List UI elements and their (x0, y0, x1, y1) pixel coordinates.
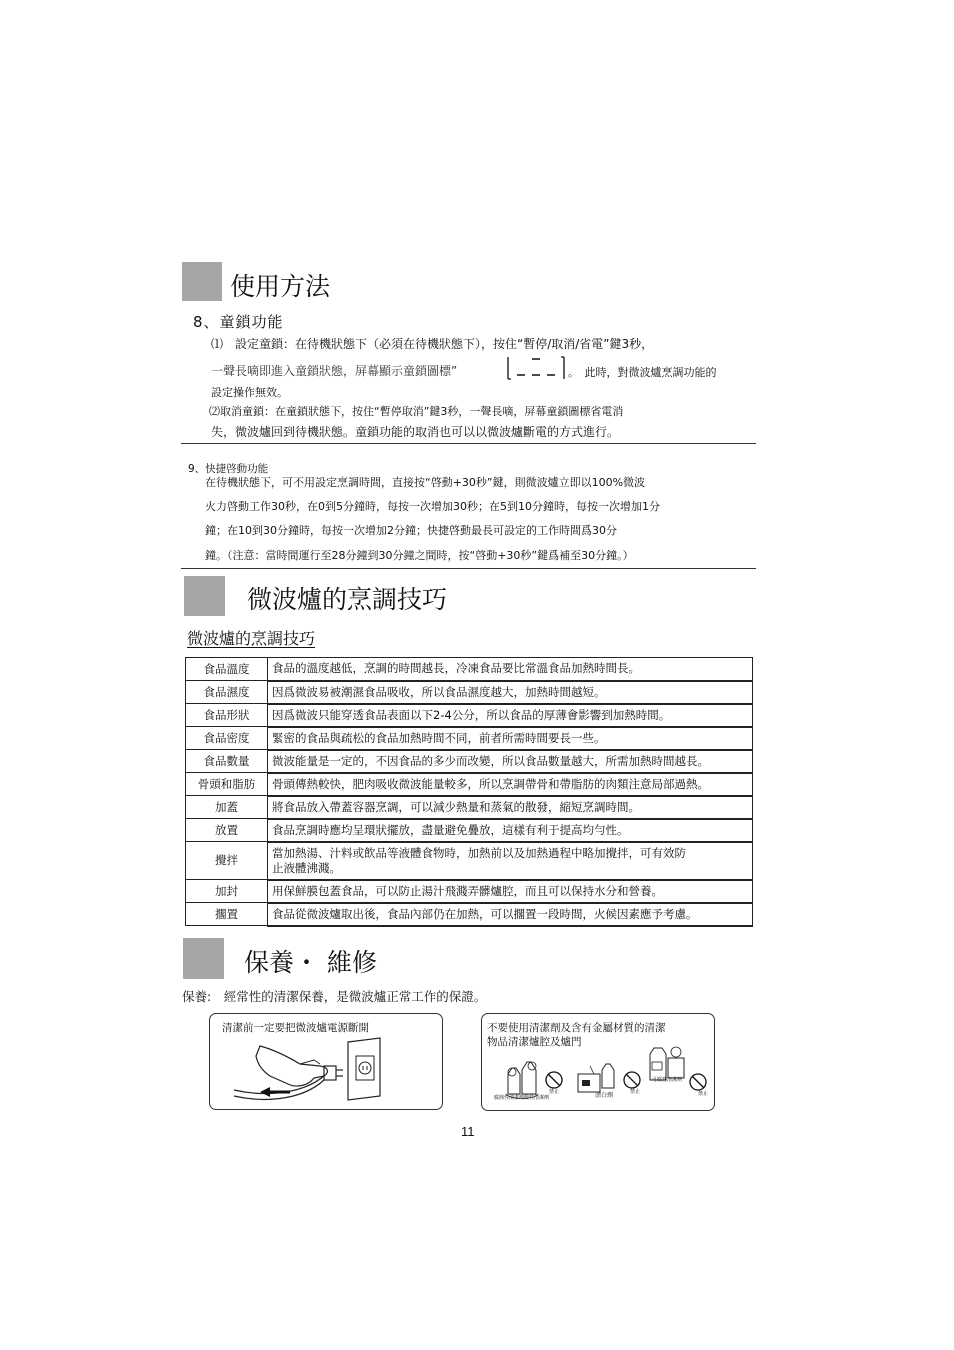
tip-key: 擱置 (186, 903, 268, 926)
child-lock-set-line1: ⑴ 設定童鎖：在待機狀態下（必須在待機狀態下），按住“暫停/取消/省電”鍵3秒， (211, 337, 654, 351)
tip-key: 食品濕度 (186, 681, 268, 704)
subheading-child-lock: 8、童鎖功能 (193, 313, 284, 331)
tip-value (268, 773, 753, 796)
tip-key: 食品數量 (186, 750, 268, 773)
subheading-quick-start: 9、快捷啓動功能 (188, 463, 269, 475)
section-marker-maintenance (183, 938, 224, 979)
unplug-illustration (230, 1036, 410, 1106)
section-marker-usage (182, 262, 222, 301)
section-title-maintenance: 保養・ 維修 (244, 948, 377, 977)
cleaning-warning-box (481, 1013, 715, 1111)
tip-value (268, 750, 753, 773)
table-row (186, 796, 753, 819)
tip-value-line: 食品從微波爐取出後，食品內部仍在加熱，可以擱置一段時間，火候因素應予考慮。 (272, 906, 698, 921)
table-row (186, 880, 753, 903)
label-prohibit-3: 禁止 (698, 1091, 709, 1097)
tip-value-line: 緊密的食品與疏松的食品加熱時間不同，前者所需時間要長一些。 (272, 730, 606, 745)
tip-key: 食品溫度 (186, 658, 268, 681)
section-marker-cooking-tips (184, 576, 225, 616)
label-prohibit-1: 禁止 (549, 1089, 560, 1095)
cleaning-warning-line2: 物品清潔爐腔及爐門 (487, 1036, 582, 1048)
tip-value (268, 704, 753, 727)
tip-value (268, 842, 753, 880)
tip-value-line: 當加熱湯、汁料或飲品等液體食物時，加熱前以及加熱過程中略加攪拌，可有效防 (272, 845, 686, 860)
tip-value-line: 微波能量是一定的，不因食品的多少而改變，所以食品數量越大，所需加熱時間越長。 (272, 753, 709, 768)
tip-value (268, 903, 753, 926)
tip-key: 加封 (186, 880, 268, 903)
tip-value (268, 880, 753, 903)
child-lock-display-icon (505, 355, 567, 381)
maintenance-intro: 保養: 經常性的清潔保養，是微波爐正常工作的保證。 (182, 989, 487, 1004)
child-lock-cancel-line1: ⑵取消童鎖：在童鎖狀態下，按住“暫停取消”鍵3秒，一聲長嘀，屏幕童鎖圖標省電消 (209, 405, 624, 418)
tip-value (268, 681, 753, 704)
tip-value (268, 658, 753, 681)
table-row (186, 681, 753, 704)
child-lock-set-line2b: 。 此時，對微波爐烹調功能的 (568, 366, 717, 379)
cooking-tips-table (185, 657, 753, 927)
divider (181, 443, 756, 444)
table-row (186, 750, 753, 773)
child-lock-set-line2a: 一聲長嘀即進入童鎖狀態，屏幕顯示童鎖圖標” (211, 364, 458, 378)
tip-value-line: 因爲微波只能穿透食品表面以下2-4公分，所以食品的厚薄會影響到加熱時間。 (272, 707, 671, 722)
tip-value-line: 止液體沸濺。 (272, 860, 341, 875)
tip-value (268, 819, 753, 842)
quick-start-line2: 火力啓動工作30秒，在0到5分鐘時，每按一次增加30秒；在5到10分鐘時，每按一次增加1分 (205, 500, 660, 513)
label-prohibit-2: 禁止 (630, 1089, 641, 1095)
table-row (186, 819, 753, 842)
tip-key: 骨頭和脂肪 (186, 773, 268, 796)
tip-key: 攪拌 (186, 842, 268, 880)
table-row (186, 903, 753, 926)
tip-key: 食品密度 (186, 727, 268, 750)
table-row (186, 842, 753, 880)
quick-start-line1: 在待機狀態下，可不用設定烹調時間，直接按“啓動+30秒”鍵，則微波爐立即以100%微波 (205, 476, 646, 489)
tip-value (268, 727, 753, 750)
tip-value-line: 因爲微波易被潮濕食品吸收，所以食品濕度越大，加熱時間越短。 (272, 684, 606, 699)
quick-start-line3: 鐘；在10到30分鐘時，每按一次增加2分鐘；快捷啓動最長可設定的工作時間爲30分 (205, 524, 617, 537)
section-title-usage: 使用方法 (230, 272, 331, 301)
child-lock-cancel-line2: 失，微波爐回到待機狀態。童鎖功能的取消也可以以微波爐斷電的方式進行。 (211, 425, 620, 439)
label-bleach: 漂白劑 (595, 1092, 614, 1099)
tip-value (268, 796, 753, 819)
tip-value-line: 用保鮮膜包蓋食品，可以防止湯汁飛濺弄髒爐腔，而且可以保持水分和營養。 (272, 883, 663, 898)
label-corrosive-cleaner: 腐蝕性清潔劑 (494, 1095, 525, 1101)
tip-value-line: 將食品放入帶蓋容器烹調，可以減少熱量和蒸氣的散發，縮短烹調時間。 (272, 799, 640, 814)
cooking-tips-subtitle: 微波爐的烹調技巧 (187, 629, 316, 648)
unplug-notice-text: 清潔前一定要把微波爐電源斷開 (222, 1022, 369, 1034)
cleaning-warning-line1: 不要使用清潔劑及含有金屬材質的清潔 (487, 1022, 666, 1034)
table-row (186, 773, 753, 796)
label-perishable-cleaner: 可腐性清潔劑 (652, 1077, 683, 1083)
divider (181, 568, 756, 569)
tip-value-line: 食品烹調時應均呈環狀擺放，盡量避免疊放，這樣有利于提高均勻性。 (272, 822, 629, 837)
tip-value-line: 食品的溫度越低，烹調的時間越長，冷凍食品要比常溫食品加熱時間長。 (272, 661, 640, 676)
tip-key: 放置 (186, 819, 268, 842)
tip-key: 食品形狀 (186, 704, 268, 727)
page-number: 11 (461, 1124, 475, 1139)
quick-start-line4: 鐘。（注意：當時間運行至28分鐘到30分鐘之間時，按“啓動+30秒”鍵爲補至30分鐘。） (205, 549, 634, 562)
tip-key: 加蓋 (186, 796, 268, 819)
label-acidic-cleaner: 酸性清潔劑 (524, 1095, 550, 1101)
table-row (186, 704, 753, 727)
section-title-cooking-tips: 微波爐的烹調技巧 (247, 585, 448, 614)
child-lock-set-line3: 設定操作無效。 (211, 386, 288, 399)
table-row (186, 658, 753, 681)
unplug-notice-box (209, 1013, 443, 1110)
table-row (186, 727, 753, 750)
tip-value-line: 骨頭傳熱較快，肥肉吸收微波能量較多，所以烹調帶骨和帶脂肪的肉類注意局部過熱。 (272, 776, 709, 791)
